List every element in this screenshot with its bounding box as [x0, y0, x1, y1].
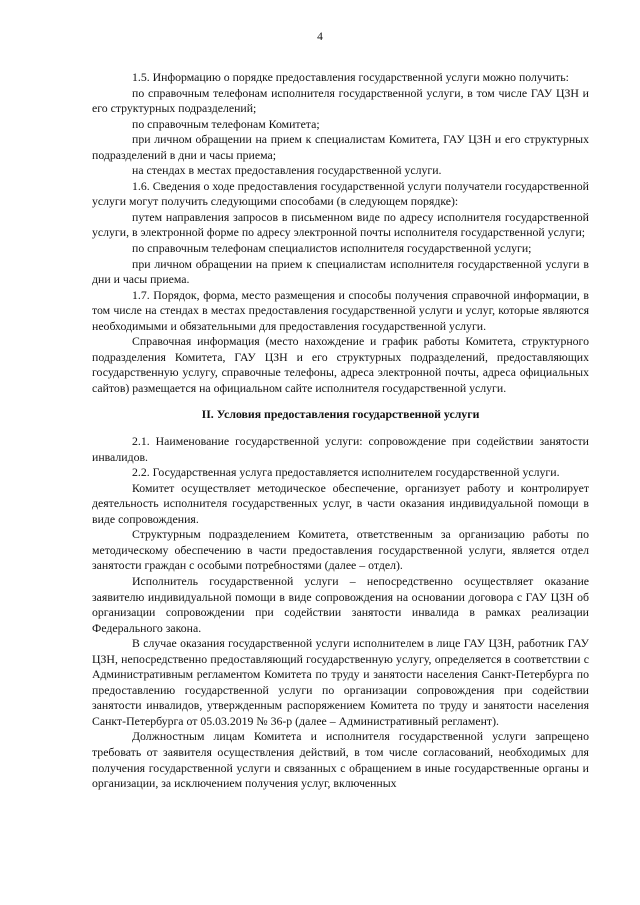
paragraph-gau-czn-case: В случае оказания государственной услуги исполнителем в лице ГАУ ЦЗН, работник ГАУ ЦЗН, непосредственно предоставляющий государственную услугу, определяется в соответствии с Административным регламентом Комитета по труду и занятости населения Санкт-Петербурга по предоставлению государственной услуги по организации сопровождения при содействии занятости инвалидов, утвержденным распоряжением Комитета по труду и занятости населения Санкт-Петербурга от 05.03.2019 № 36-р (далее – Административный регламент).: [92, 636, 589, 728]
page-number: 4: [317, 31, 323, 43]
paragraph-reference-info: Справочная информация (место нахождение и график работы Комитета, структурного подразделения Комитета, ГАУ ЦЗН и его структурных подразделений, предоставляющих государственную услугу, справочные телефоны, адреса электронной почты, адреса официальных сайтов) размещается на официальном сайте исполнителя государственной услуги.: [92, 334, 589, 395]
paragraph-1-5-phones-executor: по справочным телефонам исполнителя государственной услуги, в том числе ГАУ ЦЗН и его структурных подразделений;: [92, 85, 589, 116]
paragraph-2-1: 2.1. Наименование государственной услуги: сопровождение при содействии занятости инвалидов.: [92, 434, 589, 464]
paragraph-1-6: 1.6. Сведения о ходе предоставления государственной услуги получатели государственной услуги могут получить следующими способами (в следующем порядке):: [92, 178, 589, 209]
paragraph-prohibition: Должностным лицам Комитета и исполнителя государственной услуги запрещено требовать от заявителя осуществления действий, в том числе согласований, необходимых для получения государственной услуги и связанных с обращением в иные государственные органы и организации, за исключением получения услуг, включенных: [92, 729, 589, 791]
paragraph-1-5: 1.5. Информацию о порядке предоставления государственной услуги можно получить:: [132, 70, 569, 84]
paragraph-executor-role: Исполнитель государственной услуги – непосредственно осуществляет оказание заявителю индивидуальной помощи в виде сопровождения на основании договора с ГАУ ЦЗН об организации сопровождении при содействии занятости инвалида в рамках реализации Федерального закона.: [92, 573, 589, 635]
paragraph-1-5-stands: на стендах в местах предоставления государственной услуги.: [132, 163, 442, 178]
paragraph-1-6-written-request: путем направления запросов в письменном виде по адресу исполнителя государственной услуги, в электронной форме по адресу электронной почты исполнителя государственной услуги;: [92, 209, 589, 240]
paragraph-structural-unit: Структурным подразделением Комитета, ответственным за организацию работы по методическому обеспечению в части предоставления государственной услуги, является отдел занятости граждан с особыми потребностями (далее – отдел).: [92, 527, 589, 573]
paragraph-1-5-personal-visit: при личном обращении на прием к специалистам Комитета, ГАУ ЦЗН и его структурных подразделений в дни и часы приема;: [92, 132, 589, 162]
body-text: [92, 70, 589, 792]
paragraph-1-6-personal-visit: при личном обращении на прием к специалистам исполнителя государственной услуги в дни и часы приема.: [92, 256, 589, 287]
paragraph-1-7: 1.7. Порядок, форма, место размещения и способы получения справочной информации, в том числе на стендах в местах предоставления государственной услуги и услуг, которые являются необходимыми и обязательными для предоставления государственной услуги.: [92, 287, 589, 333]
paragraph-committee-role: Комитет осуществляет методическое обеспечение, организует работу и контролирует деятельность исполнителя государственных услуг, в части оказания индивидуальной помощи в виде сопровождения.: [92, 480, 589, 526]
paragraph-1-5-phones-committee: по справочным телефонам Комитета;: [132, 116, 320, 131]
paragraph-1-6-phones: по справочным телефонам специалистов исполнителя государственной услуги;: [132, 241, 532, 256]
section-heading: II. Условия предоставления государственной услуги: [201, 407, 480, 422]
paragraph-2-2: 2.2. Государственная услуга предоставляется исполнителем государственной услуги.: [132, 465, 560, 480]
